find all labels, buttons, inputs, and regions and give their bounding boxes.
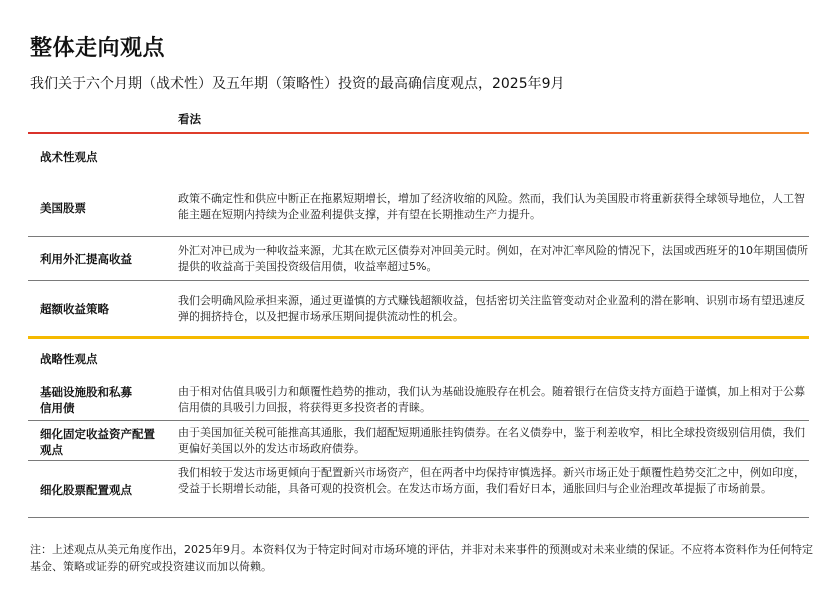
row-label-infrastructure-private-credit: 基础设施股和私募信用债 [40,385,132,415]
row-text-us-equities: 政策不确定性和供应中断正在拖累短期增长，增加了经济收缩的风险。然而，我们认为美国股市将重新获得全球领导地位，人工智能主题在短期内持续为企业盈利提供支撑，并有望在长期推动生产力提升。 [178,192,805,221]
row-divider [28,280,809,281]
row-label-fx-yield: 利用外汇提高收益 [40,252,132,266]
row-divider [28,517,809,518]
row-label-us-equities: 美国股票 [40,201,86,215]
section-label-strategic: 战略性观点 [40,352,98,366]
section-label-tactical: 战术性观点 [40,150,98,164]
row-label-equity-allocation: 细化股票配置观点 [40,483,132,497]
row-text-alpha-strategy: 我们会明确风险承担来源，通过更谨慎的方式赚钱超额收益，包括密切关注监管变动对企业盈利的潜在影响、识别市场有望迅速反弹的拥挤持仓，以及把握市场承压期间提供流动性的机会。 [178,294,805,323]
row-label-alpha-strategy: 超额收益策略 [40,302,109,316]
row-text-fixed-income-allocation: 由于美国加征关税可能推高其通胀，我们超配短期通胀挂钩债券。在名义债券中，鉴于利差收窄，相比全球投资级别信用债，我们更偏好美国以外的发达市场政府债券。 [178,426,805,455]
column-header-views: 看法 [178,112,201,126]
page-subtitle: 我们关于六个月期（战术性）及五年期（策略性）投资的最高确信度观点，2025年9月 [30,76,565,92]
footnote: 注：上述观点从美元角度作出，2025年9月。本资料仅为于特定时间对市场环境的评估，并非对未来事件的预测或对未来业绩的保证。不应将本资料作为任何特定基金、策略或证券的研究或投资建议而加以倚赖。 [30,543,813,573]
row-divider [28,460,809,461]
row-text-fx-yield: 外汇对冲已成为一种收益来源，尤其在欧元区债券对冲回美元时。例如，在对冲汇率风险的情况下，法国或西班牙的10年期国债所提供的收益高于美国投资级信用债，收益率超过5%。 [178,244,808,273]
section-rule [28,336,809,339]
row-label-fixed-income-allocation: 细化固定收益资产配置观点 [40,427,155,457]
row-divider [28,236,809,237]
header-rule [28,132,809,134]
row-text-infrastructure-private-credit: 由于相对估值具吸引力和颠覆性趋势的推动，我们认为基础设施股存在机会。随着银行在信贷支持方面趋于谨慎，加上相对于公募信用债的具吸引力回报，将获得更多投资者的青睐。 [178,385,805,414]
page-title: 整体走向观点 [30,36,166,61]
row-divider [28,420,809,421]
row-text-equity-allocation: 我们相较于发达市场更倾向于配置新兴市场资产，但在两者中均保持审慎选择。新兴市场正处于颠覆性趋势交汇之中，例如印度，受益于长期增长动能，具备可观的投资机会。在发达市场方面，我们看好日本，通胀回归与企业治理改革提振了市场前景。 [178,466,805,495]
